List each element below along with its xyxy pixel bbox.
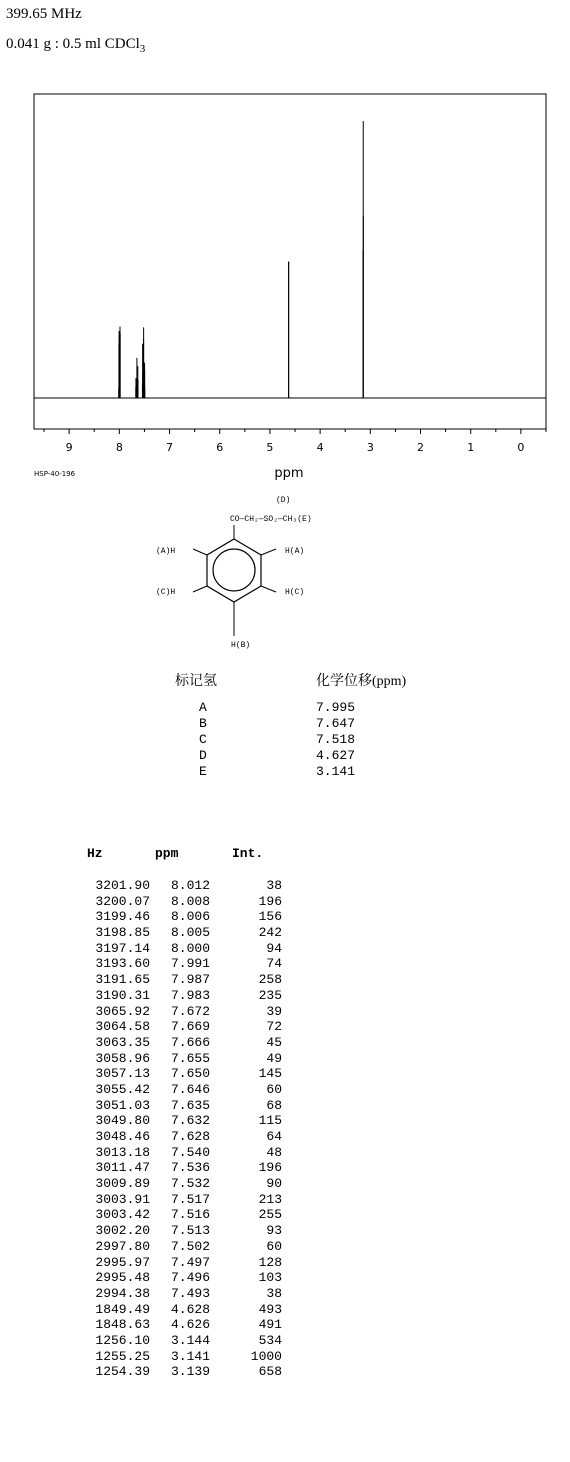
peak-hz: 3003.42 [95, 1207, 150, 1223]
peak-intensity: 68 [266, 1097, 282, 1113]
peak-intensity: 128 [258, 1254, 282, 1270]
sample-subscript: 3 [139, 43, 146, 55]
peak-hz: 1256.10 [95, 1332, 150, 1348]
assignment-shift: 7.995 [316, 700, 356, 715]
side-chain: CO—CH₂—SO₂—CH₃(E) [230, 515, 312, 524]
peak-hz: 1255.25 [95, 1348, 150, 1364]
molecule-structure [0, 0, 570, 660]
assignment-label: C [199, 732, 207, 747]
peak-intensity: 258 [258, 972, 282, 988]
assignment-row [175, 700, 475, 716]
assignment-label: A [199, 700, 207, 715]
peak-intensity: 60 [266, 1238, 282, 1254]
peak-hz: 3200.07 [95, 893, 150, 909]
peak-intensity: 49 [266, 1050, 282, 1066]
peak-hz: 3055.42 [95, 1081, 150, 1097]
assignment-row [175, 764, 475, 780]
assignment-header-shift: 化学位移(ppm) [316, 674, 407, 689]
peak-hz: 3049.80 [95, 1113, 150, 1129]
h-a-right: H(A) [285, 547, 305, 556]
peak-ppm: 3.141 [170, 1348, 210, 1364]
peak-ppm: 8.005 [170, 925, 210, 941]
peak-hz: 3064.58 [95, 1019, 150, 1035]
x-tick-label: 6 [216, 441, 224, 454]
peak-intensity: 94 [266, 940, 282, 956]
peak-ppm: 4.628 [170, 1301, 210, 1317]
peak-ppm: 7.493 [170, 1285, 210, 1301]
peak-hz: 3199.46 [95, 909, 150, 925]
bond-ha-right [261, 549, 276, 555]
spectrometer-frequency: 399.65 MHz [6, 6, 82, 22]
peak-ppm: 7.632 [170, 1113, 210, 1129]
peak-hz: 3002.20 [95, 1223, 150, 1239]
peak-ppm: 7.536 [170, 1160, 210, 1176]
x-tick-label: 7 [166, 441, 174, 454]
peak-hz: 1848.63 [95, 1317, 150, 1333]
x-tick-label: 8 [115, 441, 123, 454]
assignment-shift: 3.141 [316, 764, 356, 779]
peak-hz: 2994.38 [95, 1285, 150, 1301]
peak-intensity: 93 [266, 1223, 282, 1239]
peak-hz: 3190.31 [95, 987, 150, 1003]
peak-intensity: 235 [258, 987, 282, 1003]
peak-ppm: 7.517 [170, 1191, 210, 1207]
peak-intensity: 115 [258, 1113, 282, 1129]
peak-ppm: 7.496 [170, 1270, 210, 1286]
peak-ppm: 7.666 [170, 1034, 210, 1050]
peak-hz: 2995.97 [95, 1254, 150, 1270]
x-tick-label: 4 [316, 441, 324, 454]
peak-ppm: 7.650 [170, 1066, 210, 1082]
peak-hz: 3009.89 [95, 1176, 150, 1192]
peak-intensity: 60 [266, 1081, 282, 1097]
peak-hz: 3003.91 [95, 1191, 150, 1207]
peak-intensity: 255 [258, 1207, 282, 1223]
assignment-header-label: 标记氢 [175, 674, 217, 689]
peak-intensity: 39 [266, 1003, 282, 1019]
peak-ppm: 8.012 [170, 878, 210, 893]
h-c-right: H(C) [285, 588, 305, 597]
peak-intensity: 196 [258, 1160, 282, 1176]
peak-ppm: 4.626 [170, 1317, 210, 1333]
peak-intensity: 48 [266, 1144, 282, 1160]
peak-ppm: 7.983 [170, 987, 210, 1003]
peak-ppm: 7.540 [170, 1144, 210, 1160]
peak-intensity: 658 [258, 1364, 282, 1380]
peak-hz: 2997.80 [95, 1238, 150, 1254]
bond-ha-left [193, 549, 207, 555]
peak-hz: 3057.13 [95, 1066, 150, 1082]
bond-hc-right [261, 586, 276, 592]
peak-intensity: 45 [266, 1034, 282, 1050]
h-a-left: (A)H [156, 547, 176, 556]
peak-hz: 3193.60 [95, 956, 150, 972]
peak-ppm: 7.987 [170, 972, 210, 988]
peak-ppm: 7.655 [170, 1050, 210, 1066]
peak-intensity: 90 [266, 1176, 282, 1192]
bond-hc-left [193, 586, 207, 592]
peak-ppm: 8.000 [170, 940, 210, 956]
peak-hz: 1849.49 [95, 1301, 150, 1317]
peak-hz: 3013.18 [95, 1144, 150, 1160]
peak-hz: 1254.39 [95, 1364, 150, 1380]
spectrum-id: HSP-40-196 [34, 470, 76, 478]
peak-ppm: 7.513 [170, 1223, 210, 1239]
peak-hz: 3051.03 [95, 1097, 150, 1113]
peak-hz: 3011.47 [95, 1160, 150, 1176]
peak-intensity: 64 [266, 1129, 282, 1144]
assignment-shift: 7.518 [316, 732, 356, 747]
peak-intensity: 72 [266, 1019, 282, 1035]
label-d: (D) [276, 496, 291, 505]
peak-intensity: 534 [258, 1332, 282, 1348]
peak-ppm: 8.008 [170, 893, 210, 909]
x-tick-label: 2 [417, 441, 425, 454]
peak-hz: 3048.46 [95, 1129, 150, 1144]
peak-intensity: 103 [258, 1270, 282, 1286]
peak-ppm: 7.516 [170, 1207, 210, 1223]
h-c-left: (C)H [156, 588, 176, 597]
assignment-shift: 4.627 [316, 748, 356, 763]
peak-intensity: 38 [266, 878, 282, 893]
assignment-row [175, 732, 475, 748]
peak-ppm: 7.532 [170, 1176, 210, 1192]
peak-intensity: 493 [258, 1301, 282, 1317]
peak-hz: 2995.48 [95, 1270, 150, 1286]
aromatic-circle [213, 549, 255, 591]
peak-ppm: 3.139 [170, 1364, 210, 1380]
peak-hz: 3191.65 [95, 972, 150, 988]
assignment-label: B [199, 716, 207, 731]
peak-hz: 3201.90 [95, 878, 150, 893]
assignment-label: D [199, 748, 207, 763]
assignment-row [175, 716, 475, 732]
peak-ppm: 7.672 [170, 1003, 210, 1019]
peak-ppm: 7.646 [170, 1081, 210, 1097]
x-tick-label: 3 [366, 441, 374, 454]
x-tick-label: 0 [517, 441, 525, 454]
peak-intensity: 156 [258, 909, 282, 925]
peak-ppm: 8.006 [170, 909, 210, 925]
peak-intensity: 38 [266, 1285, 282, 1301]
peak-ppm: 3.144 [170, 1332, 210, 1348]
peak-ppm: 7.502 [170, 1238, 210, 1254]
peak-intensity: 196 [258, 893, 282, 909]
peak-ppm: 7.635 [170, 1097, 210, 1113]
peak-ppm: 7.497 [170, 1254, 210, 1270]
peak-intensity: 491 [258, 1317, 282, 1333]
assignment-label: E [199, 764, 207, 779]
x-tick-label: 1 [467, 441, 475, 454]
header-hz: Hz [87, 846, 103, 861]
h-b: H(B) [231, 641, 251, 650]
header-ppm: ppm [155, 846, 179, 861]
peak-intensity: 145 [258, 1066, 282, 1082]
peak-intensity: 213 [258, 1191, 282, 1207]
peak-hz: 3058.96 [95, 1050, 150, 1066]
peak-ppm: 7.628 [170, 1129, 210, 1144]
assignment-row [175, 748, 475, 764]
peak-intensity: 242 [258, 925, 282, 941]
peak-hz: 3063.35 [95, 1034, 150, 1050]
peak-ppm: 7.669 [170, 1019, 210, 1035]
x-tick-label: 9 [65, 441, 73, 454]
assignment-shift: 7.647 [316, 716, 356, 731]
peak-intensity: 1000 [250, 1348, 282, 1364]
peak-intensity: 74 [266, 956, 282, 972]
peak-hz: 3065.92 [95, 1003, 150, 1019]
peak-hz: 3198.85 [95, 925, 150, 941]
sample-text: 0.041 g : 0.5 ml CDCl [6, 36, 140, 52]
x-axis-label: ppm [274, 466, 304, 481]
x-tick-label: 5 [266, 441, 274, 454]
peak-ppm: 7.991 [170, 956, 210, 972]
peak-hz: 3197.14 [95, 940, 150, 956]
assignment-table [175, 670, 475, 780]
header-int: Int. [232, 846, 264, 861]
